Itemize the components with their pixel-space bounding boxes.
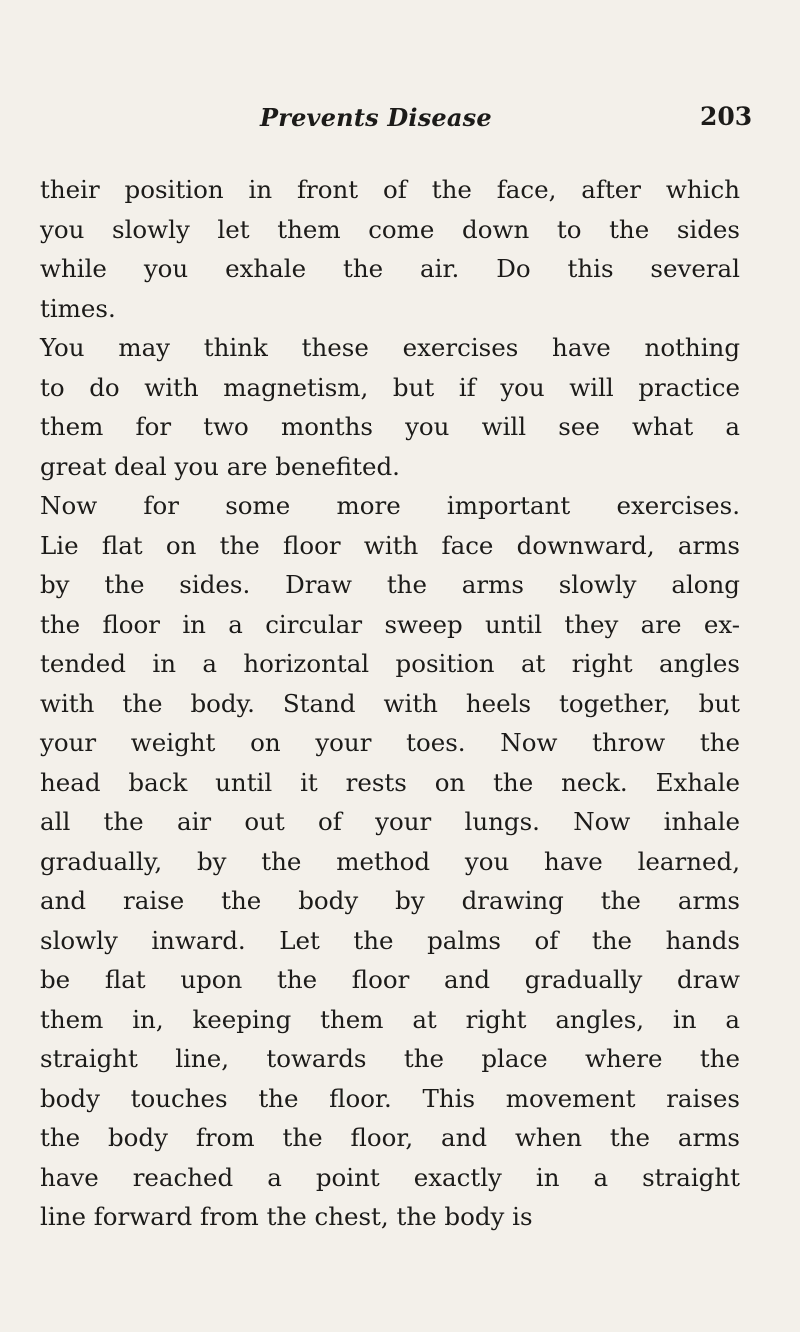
body-text	[40, 170, 740, 1237]
text-line: times.	[40, 293, 116, 323]
text-line: while you exhale the air. Do this several	[40, 254, 740, 283]
text-line: and raise the body by drawing the arms	[40, 886, 740, 915]
running-title: Prevents Disease	[260, 103, 492, 132]
text-line: them for two months you will see what a	[40, 412, 740, 441]
text-line: head back until it rests on the neck. Exhale	[40, 767, 740, 797]
text-line: the body from the floor, and when the arms	[40, 1123, 740, 1152]
text-line: You may think these exercises have nothing	[40, 333, 740, 362]
text-line: you slowly let them come down to the sides	[40, 214, 740, 244]
text-line: by the sides. Draw the arms slowly along	[40, 570, 740, 599]
text-line: tended in a horizontal position at right angles	[40, 649, 740, 678]
text-line: have reached a point exactly in a straight	[40, 1162, 740, 1192]
text-line: line forward from the chest, the body is	[40, 1202, 533, 1231]
text-line: great deal you are benefited.	[40, 451, 400, 481]
text-line: the floor in a circular sweep until they are ex-	[40, 609, 740, 639]
page-number: 203	[700, 102, 753, 131]
text-line: Now for some more important exercises.	[40, 491, 740, 520]
text-line: them in, keeping them at right angles, in a	[40, 1004, 740, 1034]
text-line: body touches the floor. This movement raises	[40, 1083, 740, 1113]
text-line: straight line, towards the place where the	[40, 1044, 740, 1073]
text-line: all the air out of your lungs. Now inhale	[40, 807, 740, 836]
text-line: with the body. Stand with heels together, but	[40, 688, 740, 718]
text-line: Lie flat on the floor with face downward, arms	[40, 530, 740, 560]
text-line: be flat upon the floor and gradually draw	[40, 965, 740, 994]
text-line: their position in front of the face, after which	[40, 175, 740, 204]
text-line: to do with magnetism, but if you will practice	[40, 372, 740, 402]
text-line: slowly inward. Let the palms of the hands	[40, 925, 740, 955]
text-line: gradually, by the method you have learned,	[40, 846, 740, 876]
text-line: your weight on your toes. Now throw the	[40, 728, 740, 757]
